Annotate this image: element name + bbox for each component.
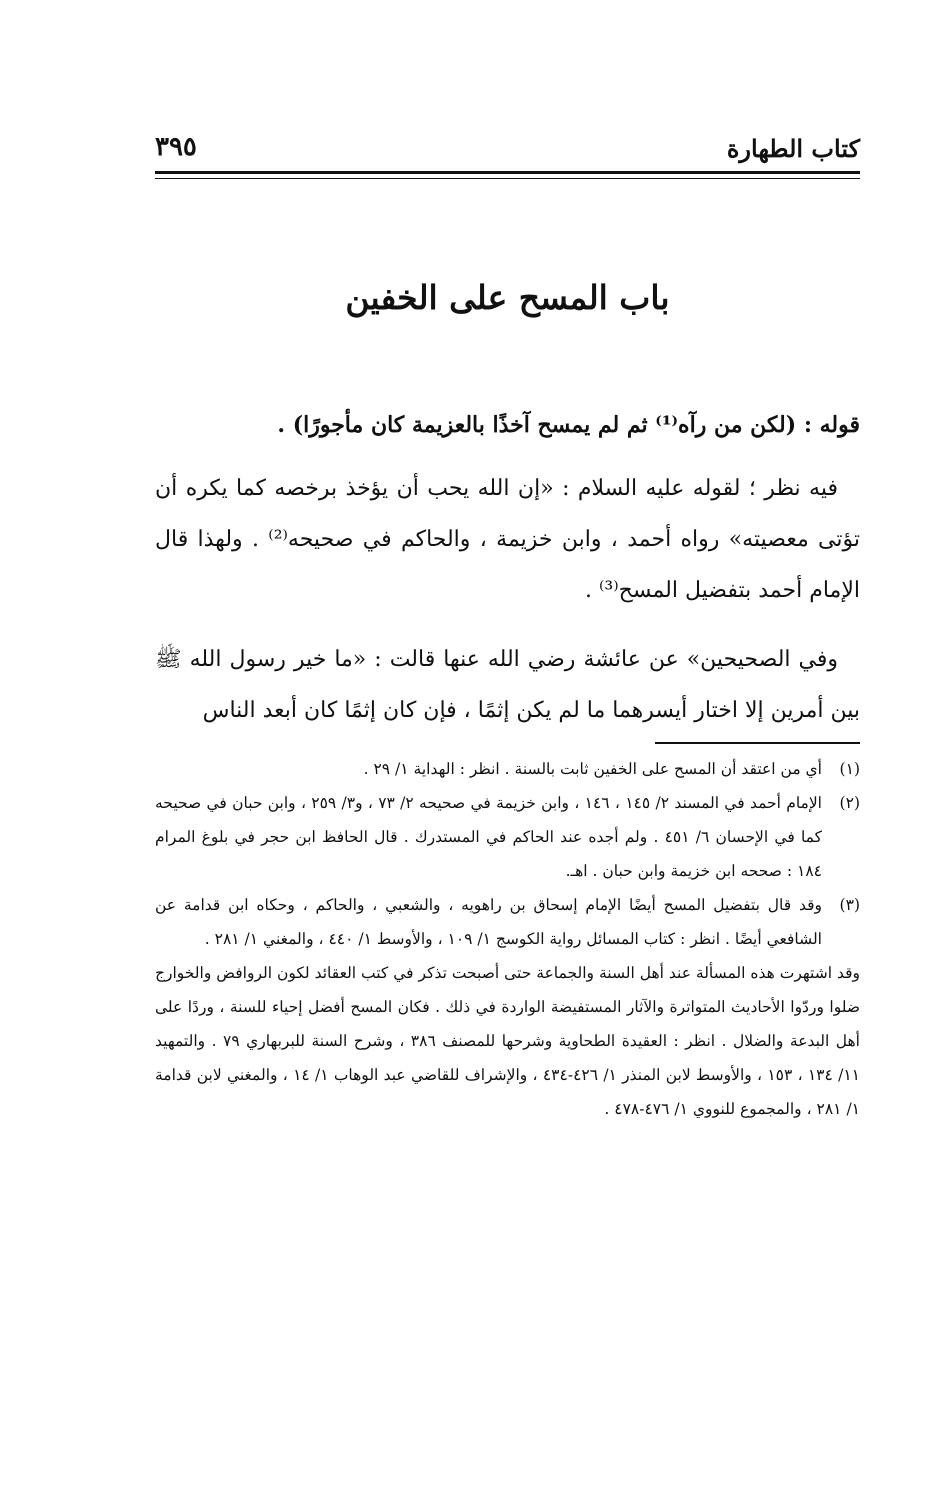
footnote-number: (٣): [839, 896, 860, 914]
body-paragraph-2: وفي الصحيحين» عن عائشة رضي الله عنها قالت : «ما خير رسول الله ﷺ بين أمرين إلا اختار أيسرهما ما لم يكن إثمًا ، فإن كان إثمًا كان أبعد الناس: [155, 647, 860, 723]
footnote-number: (٢): [839, 794, 860, 812]
footnote-continuation: وقد اشتهرت هذه المسألة عند أهل السنة والجماعة حتى أصبحت تذكر في كتب العقائد لكون الروافض والخوارج ضلوا وردّوا الأحاديث المتواترة والآثار المستفيضة الواردة في ذلك . فكان المسح أفضل إحياء للسنة ، وردًا على أهل البدعة والضلال . انظر : العقيدة الطحاوية وشرحها للمصنف ٣٨٦ ، وشرح السنة للبربهاري ٧٩ . والتمهيد ١١/ ١٣٤ ، ١٥٣ ، والأوسط لابن المنذر ١/ ٤٢٦-٤٣٤ ، والإشراف للقاضي عبد الوهاب ١/ ١٤ ، والمغني لابن قدامة ١/ ٢٨١ ، والمجموع للنووي ١/ ٤٧٦-٤٧٨ .: [155, 964, 860, 1118]
footnote-text: أي من اعتقد أن المسح على الخفين ثابت بالسنة . انظر : الهداية ١/ ٢٩ .: [363, 760, 822, 778]
header-rule-thin: [155, 178, 860, 179]
footnotes: [155, 752, 860, 1126]
footnote-1: [155, 752, 860, 786]
quoted-statement: قوله : (لكن من رآه⁽¹⁾ ثم لم يمسح آخذًا بالعزيمة كان مأجورًا) .: [277, 412, 860, 438]
running-title: كتاب الطهارة: [726, 134, 860, 163]
footnote-2: [155, 786, 860, 888]
footnote-3: [155, 888, 860, 956]
footnote-text: الإمام أحمد في المسند ٢/ ١٤٥ ، ١٤٦ ، وابن خزيمة في صحيحه ٢/ ٧٣ ، و٣/ ٢٥٩ ، وابن حبان في صحيحه كما في الإحسان ٦/ ٤٥١ . ولم أجده عند الحاكم في المستدرك . قال الحافظ ابن حجر في بلوغ المرام ١٨٤ : صححه ابن خزيمة وابن حبان . اهـ.: [155, 794, 823, 880]
chapter-title: باب المسح على الخفين: [345, 278, 670, 317]
footnote-separator: [655, 742, 860, 744]
body-paragraph-1: فيه نظر ؛ لقوله عليه السلام : «إن الله يحب أن يؤخذ برخصه كما يكره أن تؤتى معصيته» رواه أحمد ، وابن خزيمة ، والحاكم في صحيحه⁽²⁾ . ولهذا قال الإمام أحمد بتفضيل المسح⁽³⁾ .: [155, 476, 860, 603]
header-rule-thick: [155, 171, 860, 174]
main-text: [155, 400, 860, 754]
page-number: ٣٩٥: [155, 132, 197, 162]
footnote-number: (١): [839, 760, 860, 778]
footnote-text: وقد قال بتفضيل المسح أيضًا الإمام إسحاق بن راهويه ، والشعبي ، والحاكم ، وحكاه ابن قدامة عن الشافعي أيضًا . انظر : كتاب المسائل رواية الكوسج ١/ ١٠٩ ، والأوسط ١/ ٤٤٠ ، والمغني ١/ ٢٨١ .: [155, 896, 822, 948]
running-header: [155, 122, 860, 166]
